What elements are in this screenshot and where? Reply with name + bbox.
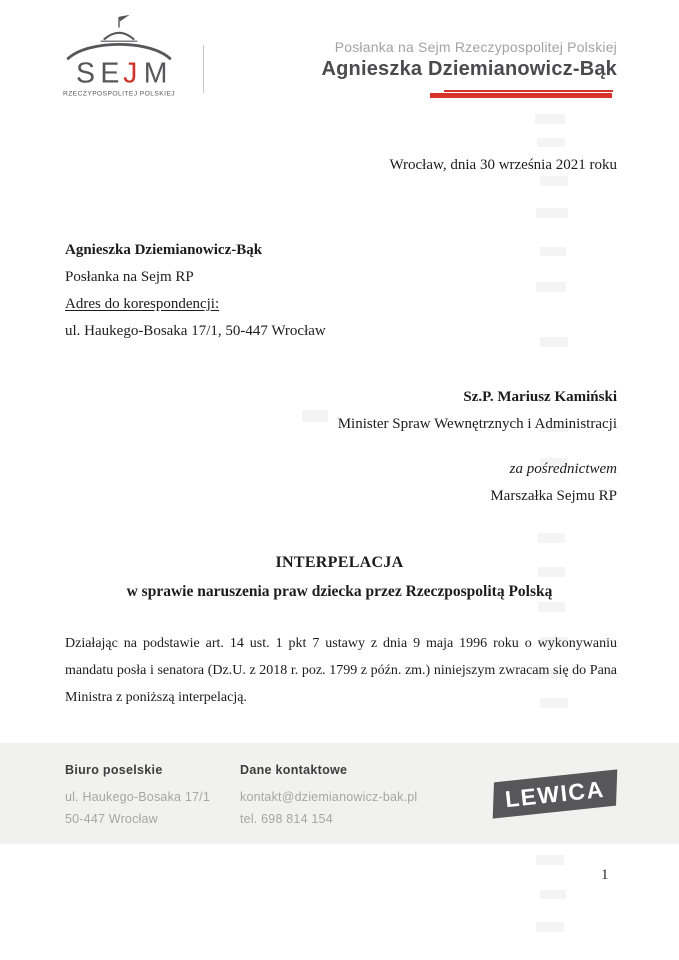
- footer-office-address-line: ul. Haukego-Bosaka 17/1: [65, 790, 210, 804]
- letterhead-role: Posłanka na Sejm Rzeczypospolitej Polskiej: [334, 39, 617, 55]
- scan-artifact: [540, 337, 568, 347]
- sejm-logo-subtitle: RZECZYPOSPOLITEJ POLSKIEJ: [63, 90, 175, 98]
- footer-office-address-line: 50-447 Wrocław: [65, 812, 158, 826]
- scan-artifact: [540, 637, 568, 647]
- scan-artifact: [538, 567, 565, 577]
- scan-artifact: [536, 855, 564, 865]
- footer-office-heading: Biuro poselskie: [65, 763, 163, 777]
- sejm-logo: [58, 14, 180, 106]
- header-divider: [203, 45, 204, 93]
- sejm-cupola-icon: [104, 33, 135, 40]
- letterhead: [322, 38, 618, 83]
- letterhead-name: Agnieszka Dziemianowicz-Bąk: [321, 58, 617, 80]
- sender-block: [65, 237, 326, 345]
- scan-artifact: [540, 176, 568, 186]
- body-paragraph: [65, 630, 617, 711]
- footer-contact-heading: Dane kontaktowe: [240, 763, 348, 777]
- sejm-letter-m: M: [143, 57, 168, 90]
- scan-artifact: [536, 922, 564, 932]
- document-title: INTERPELACJA: [275, 554, 404, 571]
- body-line: Ministra z poniższą interpelacją.: [65, 690, 247, 705]
- sender-title: Posłanka na Sejm RP: [65, 269, 194, 285]
- body-line: mandatu posła i senatora (Dz.U. z 2018 r. poz. 1799 z późn. zm.) niniejszym zwracam się do Pana: [65, 663, 617, 678]
- sender-name: Agnieszka Dziemianowicz-Bąk: [65, 242, 263, 258]
- scan-artifact: [538, 533, 565, 543]
- scan-artifact: [540, 890, 566, 899]
- letterhead-accent-line-thin: [444, 90, 613, 92]
- scan-artifact: [538, 602, 565, 612]
- sejm-letter-j: J: [123, 57, 138, 90]
- sejm-letter-s: S: [75, 57, 95, 90]
- via-name: Marszałka Sejmu RP: [490, 488, 617, 504]
- page-number: 1: [601, 867, 609, 883]
- recipient-title: Minister Spraw Wewnętrznych i Administracji: [337, 416, 617, 432]
- sejm-letter-e: E: [100, 57, 120, 90]
- footer-contact-column: [240, 763, 417, 830]
- scan-artifact: [302, 410, 328, 422]
- date-line: Wrocław, dnia 30 września 2021 roku: [389, 157, 617, 173]
- scan-artifact: [540, 698, 568, 708]
- footer-contact-phone: tel. 698 814 154: [240, 812, 333, 826]
- via-label: za pośrednictwem: [509, 461, 617, 477]
- scan-artifact: [536, 208, 568, 218]
- scan-artifact: [540, 422, 568, 432]
- lewica-logo-text: LEWICA: [504, 775, 606, 812]
- recipient-block: [338, 384, 617, 438]
- scan-artifact: [540, 247, 566, 256]
- scan-artifact: [535, 114, 565, 124]
- scan-artifact: [537, 138, 565, 147]
- sejm-flag-icon: [119, 15, 130, 28]
- sejm-dome-icon: [68, 44, 170, 58]
- recipient-name: Sz.P. Mariusz Kamiński: [463, 389, 617, 405]
- sender-address-label: Adres do korespondencji:: [65, 296, 220, 312]
- body-line: Działając na podstawie art. 14 ust. 1 pkt 7 ustawy z dnia 9 maja 1996 roku o wykonywaniu: [65, 636, 617, 651]
- scan-artifact: [540, 458, 568, 467]
- scan-artifact: [538, 670, 565, 679]
- footer-contact-email: kontakt@dziemianowicz-bak.pl: [240, 790, 418, 804]
- letterhead-accent-line-thick: [430, 93, 612, 98]
- scan-artifact: [536, 282, 566, 292]
- sender-address: ul. Haukego-Bosaka 17/1, 50-447 Wrocław: [65, 323, 326, 339]
- footer-office-column: [65, 763, 210, 830]
- document-subject: w sprawie naruszenia praw dziecka przez Rzeczpospolitą Polską: [126, 583, 553, 600]
